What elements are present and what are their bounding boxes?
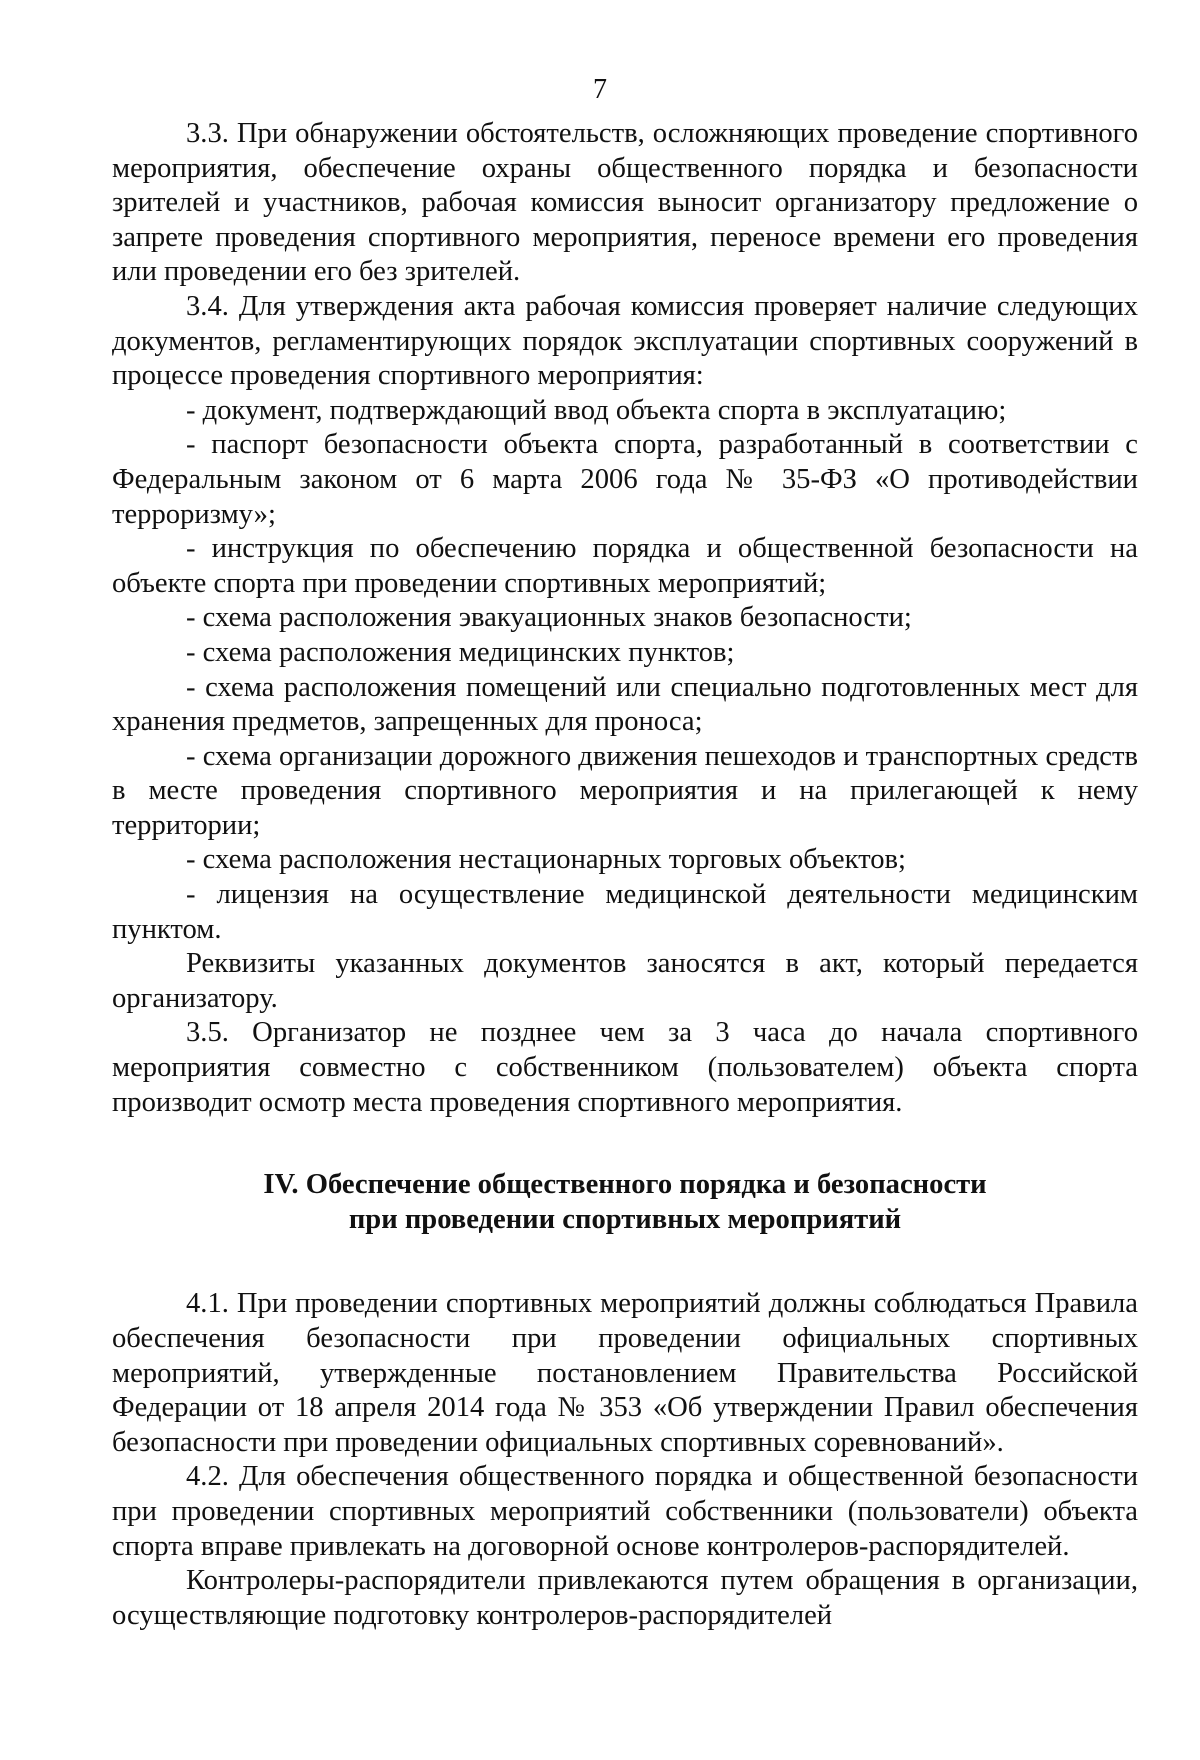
section-heading-line-2: при проведении спортивных мероприятий	[348, 1203, 902, 1235]
paragraph-4-1: 4.1. При проведении спортивных мероприятий должны соблюдаться Правила обеспечения безопасности при проведении официальных спортивных мероприятий, утвержденные постановлением Правительства Российской Федерации от 18 апреля 2014 года № 353 «Об утверждении Правил обеспечения безопасности при проведении официальных спортивных соревнований».	[112, 1288, 1138, 1458]
section-heading	[112, 1168, 1138, 1237]
paragraph-4-2: 4.2. Для обеспечения общественного порядка и общественной безопасности при проведении спортивных мероприятий собственники (пользователи) объекта спорта вправе привлекать на договорной основе контролеров-распорядителей.	[112, 1461, 1138, 1562]
list-item-evacuation-signs-scheme: - схема расположения эвакуационных знаков безопасности;	[186, 602, 912, 634]
paragraph-controllers: Контролеры-распорядители привлекаются путем обращения в организации, осуществляющие подготовку контролеров-распорядителей	[112, 1565, 1138, 1631]
list-item-commissioning-document: - документ, подтверждающий ввод объекта спорта в эксплуатацию;	[186, 394, 1007, 426]
list-item-trade-objects-scheme: - схема расположения нестационарных торговых объектов;	[186, 844, 906, 876]
list-item-medical-license: - лицензия на осуществление медицинской деятельности медицинским пунктом.	[112, 879, 1138, 945]
document-body	[112, 117, 1138, 1633]
section-heading-line-1: IV. Обеспечение общественного порядка и безопасности	[263, 1169, 987, 1201]
list-item-storage-rooms-scheme: - схема расположения помещений или специально подготовленных мест для хранения предметов, запрещенных для проноса;	[112, 671, 1138, 738]
list-item-safety-instruction: - инструкция по обеспечению порядка и общественной безопасности на объекте спорта при проведении спортивных мероприятий;	[112, 533, 1138, 599]
list-item-medical-points-scheme: - схема расположения медицинских пунктов;	[186, 636, 735, 668]
list-item-traffic-scheme: - схема организации дорожного движения пешеходов и транспортных средств в месте проведения спортивного мероприятия и на прилегающей к нему территории;	[112, 740, 1138, 841]
paragraph-3-5: 3.5. Организатор не позднее чем за 3 часа до начала спортивного мероприятия совместно с собственником (пользователем) объекта спорта производит осмотр места проведения спортивного мероприятия.	[112, 1017, 1138, 1118]
paragraph-document-details: Реквизиты указанных документов заносятся в акт, который передается организатору.	[112, 948, 1138, 1014]
paragraph-3-3: 3.3. При обнаружении обстоятельств, осложняющих проведение спортивного мероприятия, обеспечение охраны общественного порядка и безопасности зрителей и участников, рабочая комиссия выносит организатору предложение о запрете проведения спортивного мероприятия, переносе времени его проведения или проведении его без зрителей.	[112, 118, 1138, 288]
paragraph-3-4: 3.4. Для утверждения акта рабочая комиссия проверяет наличие следующих документов, регламентирующих порядок эксплуатации спортивных сооружений в процессе проведения спортивного мероприятия:	[112, 290, 1138, 392]
list-item-security-passport: - паспорт безопасности объекта спорта, разработанный в соответствии с Федеральным законом от 6 марта 2006 года № 35-ФЗ «О противодействии терроризму»;	[112, 429, 1138, 530]
page-number: 7	[593, 74, 607, 105]
